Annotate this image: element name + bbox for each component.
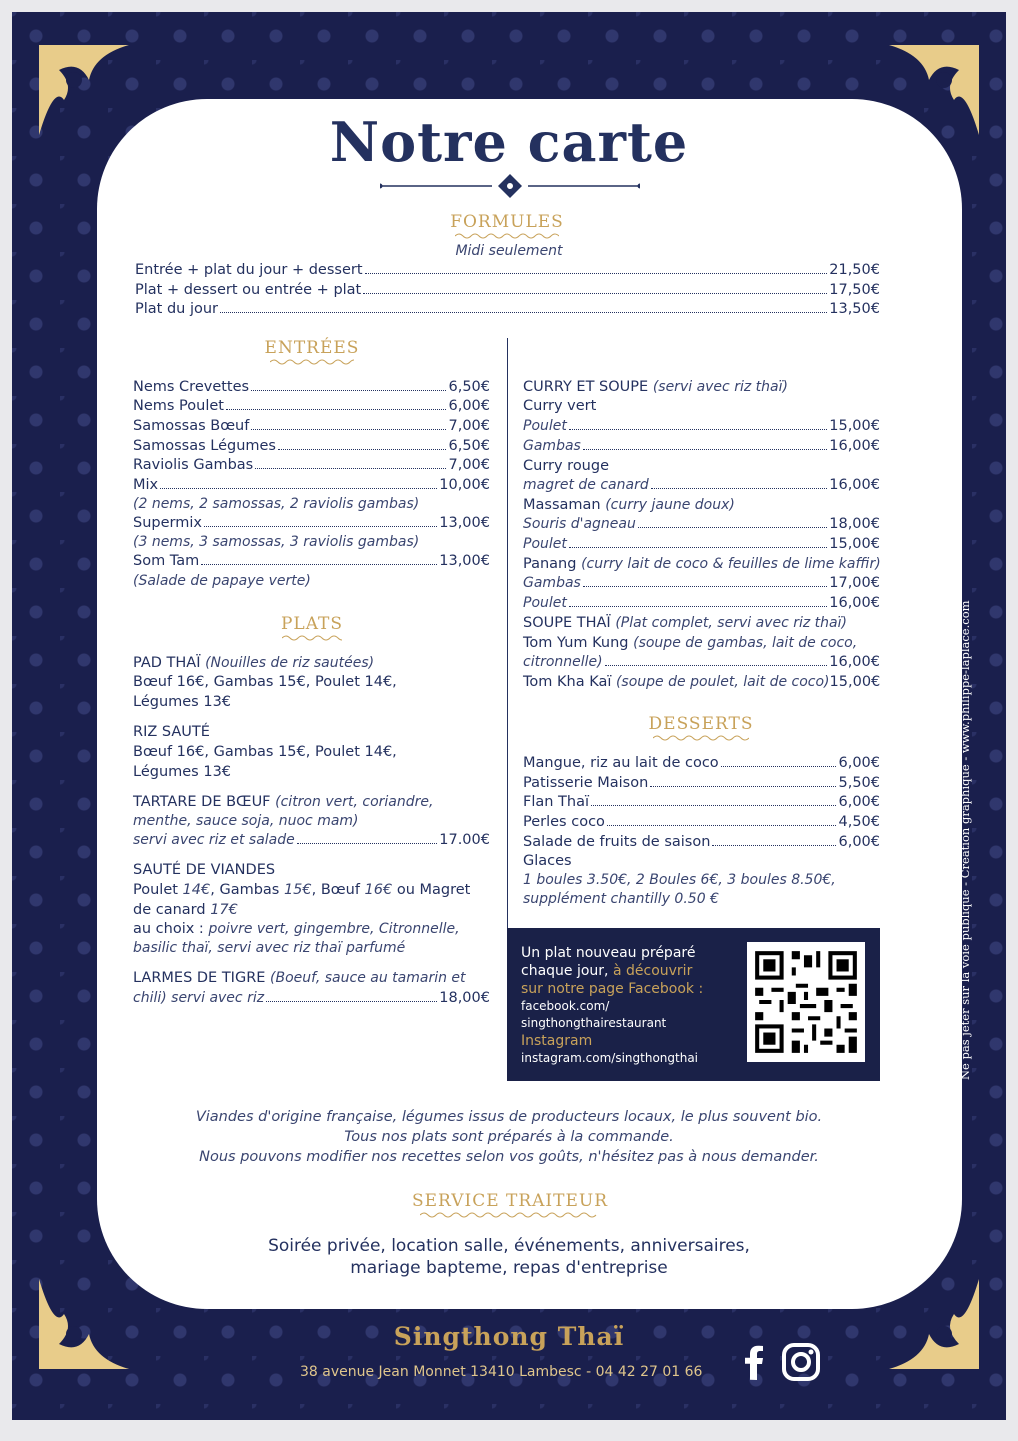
- promo-line: Instagram: [521, 1033, 593, 1049]
- leader-dots: [226, 409, 447, 410]
- dish-name: PAD THAÏ: [133, 655, 201, 671]
- restaurant-address: 38 avenue Jean Monnet 13410 Lambesc - 04 42 27 01 66: [300, 1364, 703, 1380]
- item-label: Gambas: [523, 575, 581, 591]
- item-price: 15,00€: [829, 418, 880, 434]
- item-label: Patisserie Maison: [523, 775, 649, 791]
- wave-divider: [270, 359, 354, 365]
- dish-note: menthe, sauce soja, nuoc mam): [133, 813, 359, 829]
- list-item: [523, 477, 880, 493]
- list-item: [133, 832, 490, 848]
- wave-divider: [455, 233, 559, 239]
- list-item: [523, 595, 880, 611]
- dish-line: [133, 902, 238, 918]
- side-credit: Ne pas jeter sur la voie publique - Création graphique - www.philippe-laplace.com: [958, 600, 972, 1080]
- leader-dots: [712, 845, 836, 846]
- leader-dots: [583, 586, 827, 587]
- qr-code[interactable]: [747, 942, 865, 1062]
- item-label: Perles coco: [523, 814, 605, 830]
- facebook-link[interactable]: facebook.com/: [521, 999, 610, 1013]
- dish-name: Glaces: [523, 853, 572, 869]
- text: au choix :: [133, 921, 209, 937]
- leader-dots: [605, 665, 828, 666]
- item-note: (2 nems, 2 samossas, 2 raviolis gambas): [133, 496, 420, 512]
- price: 14€: [182, 882, 211, 898]
- text: de canard: [133, 902, 211, 918]
- text: ou Magret: [392, 882, 471, 898]
- item-price: 17.00€: [439, 832, 490, 848]
- traiteur-line: mariage bapteme, repas d'entreprise: [350, 1258, 668, 1278]
- item-label: citronnelle): [523, 654, 603, 670]
- instagram-icon[interactable]: [781, 1342, 821, 1382]
- list-item: [133, 438, 490, 454]
- divider-ornament: [380, 174, 640, 198]
- item-label: Souris d'agneau: [523, 516, 636, 532]
- leader-dots: [650, 786, 836, 787]
- item-note: (3 nems, 3 samossas, 3 raviolis gambas): [133, 534, 420, 550]
- plats-title: [212, 614, 412, 641]
- leader-dots: [569, 429, 827, 430]
- dish-name: RIZ SAUTÉ: [133, 724, 210, 740]
- item-label: Mix: [133, 477, 159, 493]
- item-price: 6,00€: [448, 398, 490, 414]
- item-label: Salade de fruits de saison: [523, 834, 711, 850]
- dish-line: [133, 921, 460, 937]
- list-item: [135, 262, 880, 278]
- list-item: [523, 516, 880, 532]
- list-item: [133, 379, 490, 395]
- item-price: 17,50€: [829, 282, 880, 298]
- panang: [523, 556, 881, 572]
- dish-name: LARMES DE TIGRE: [133, 970, 266, 986]
- leader-dots: [220, 312, 827, 313]
- item-price: 6,50€: [448, 438, 490, 454]
- list-item: [133, 457, 490, 473]
- dish-line: Légumes 13€: [133, 764, 232, 780]
- item-price: 6,50€: [448, 379, 490, 395]
- item-label: Poulet: [523, 536, 567, 552]
- item-note: (Salade de papaye verte): [133, 573, 311, 589]
- item-price: 21,50€: [829, 262, 880, 278]
- item-label: Nems Crevettes: [133, 379, 250, 395]
- list-item: [523, 834, 880, 850]
- desserts-title-text: DESSERTS: [648, 714, 754, 734]
- list-item: [523, 536, 880, 552]
- list-item: [523, 775, 880, 791]
- curry-title: [523, 379, 788, 395]
- leader-dots: [297, 843, 437, 844]
- leader-dots: [569, 606, 827, 607]
- item-price: 6,00€: [838, 755, 880, 771]
- list-item: [523, 438, 880, 454]
- price: 17€: [210, 902, 238, 918]
- text: chaque jour,: [521, 963, 613, 979]
- section-note: (servi avec riz thaï): [652, 379, 788, 395]
- section-name: CURRY ET SOUPE: [523, 379, 649, 395]
- dish-name: Panang: [523, 556, 577, 572]
- leader-dots: [160, 488, 437, 489]
- dish-name: Curry vert: [523, 398, 597, 414]
- entrees-title-text: ENTRÉES: [264, 338, 360, 358]
- item-label: Poulet: [523, 418, 567, 434]
- item-price: 7,00€: [448, 418, 490, 434]
- dish-name: TARTARE DE BŒUF: [133, 794, 271, 810]
- item-price: 16,00€: [829, 654, 880, 670]
- dish-note: 1 boules 3.50€, 2 Boules 6€, 3 boules 8.50€,: [523, 872, 836, 888]
- leader-dots: [583, 449, 827, 450]
- text: Poulet: [133, 882, 183, 898]
- dish-note: poivre vert, gingembre, Citronnelle,: [208, 921, 460, 937]
- item-label: Mangue, riz au lait de coco: [523, 755, 719, 771]
- item-price: 16,00€: [829, 477, 880, 493]
- qr-code-icon: [747, 942, 865, 1062]
- dish-line: Légumes 13€: [133, 694, 232, 710]
- item-label: Som Tam: [133, 553, 200, 569]
- item-price: 16,00€: [829, 438, 880, 454]
- text: , Bœuf: [311, 882, 365, 898]
- restaurant-name: Singthong Thaï: [393, 1322, 625, 1351]
- leader-dots: [607, 825, 837, 826]
- item-price: 7,00€: [448, 457, 490, 473]
- dish-line: Bœuf 16€, Gambas 15€, Poulet 14€,: [133, 674, 397, 690]
- list-item: [133, 990, 490, 1006]
- leader-dots: [651, 488, 828, 489]
- promo-line: [521, 962, 703, 980]
- item-label: Samossas Bœuf: [133, 418, 250, 434]
- price: 15€: [283, 882, 312, 898]
- list-item: [523, 575, 880, 591]
- dish-name: SAUTÉ DE VIANDES: [133, 862, 276, 878]
- notes-line: Tous nos plats sont préparés à la commande.: [344, 1129, 674, 1145]
- formules-title: [407, 212, 607, 239]
- dish-note: basilic thaï, servi avec riz thaï parfumé: [133, 940, 406, 956]
- item-price: 13,00€: [439, 553, 490, 569]
- item-label: Samossas Légumes: [133, 438, 276, 454]
- list-item: [135, 301, 880, 317]
- leader-dots: [278, 449, 447, 450]
- list-item: [133, 398, 490, 414]
- promo-text: [521, 944, 703, 1067]
- item-price: 5,50€: [838, 775, 880, 791]
- item-label: Plat du jour: [135, 301, 219, 317]
- item-price: 17,00€: [829, 575, 880, 591]
- leader-dots: [251, 390, 446, 391]
- item-label: Raviolis Gambas: [133, 457, 254, 473]
- dish-name: Tom Kha Kaï: [523, 674, 612, 690]
- wave-divider: [653, 735, 749, 741]
- item-price: 4,50€: [838, 814, 880, 830]
- dish-name: Curry rouge: [523, 458, 610, 474]
- traiteur-title-text: SERVICE TRAITEUR: [411, 1191, 609, 1211]
- dish-note: (Plat complet, servi avec riz thaï): [615, 615, 847, 631]
- item-label: chili) servi avec riz: [133, 990, 265, 1006]
- column-divider: [507, 338, 508, 1024]
- social-promo-box: [507, 928, 880, 1081]
- dish-note: (curry lait de coco & feuilles de lime kaffir): [581, 556, 881, 572]
- item-price: 10,00€: [439, 477, 490, 493]
- leader-dots: [363, 293, 827, 294]
- dish-name: Tom Yum Kung: [523, 635, 629, 651]
- item-label: servi avec riz et salade: [133, 832, 295, 848]
- item-price: 13,00€: [439, 515, 490, 531]
- item-price: 18,00€: [829, 516, 880, 532]
- entrees-title: [212, 338, 412, 365]
- facebook-link[interactable]: singthongthairestaurant: [521, 1016, 667, 1030]
- list-item: [135, 282, 880, 298]
- facebook-icon[interactable]: [742, 1344, 766, 1380]
- dish-line: Bœuf 16€, Gambas 15€, Poulet 14€,: [133, 744, 397, 760]
- dish-line: [133, 882, 470, 898]
- tartare: [133, 794, 433, 810]
- traiteur-title: [360, 1191, 660, 1218]
- dish-note: (curry jaune doux): [605, 497, 735, 513]
- leader-dots: [638, 527, 827, 528]
- text: , Gambas: [210, 882, 284, 898]
- item-price: 15,00€: [829, 674, 881, 690]
- page-title: Notre carte: [329, 110, 689, 174]
- list-item: [523, 418, 880, 434]
- list-item: [133, 515, 490, 531]
- item-price: 6,00€: [838, 794, 880, 810]
- list-item: [523, 794, 880, 810]
- leader-dots: [204, 526, 437, 527]
- dish-note: (soupe de poulet, lait de coco): [615, 674, 830, 690]
- item-label: Nems Poulet: [133, 398, 224, 414]
- promo-line: Un plat nouveau préparé: [521, 945, 696, 961]
- leader-dots: [251, 429, 446, 430]
- price: 16€: [364, 882, 393, 898]
- notes-line: Viandes d'origine française, légumes issus de producteurs locaux, le plus souvent bio.: [195, 1109, 823, 1125]
- text: à découvrir: [612, 963, 693, 979]
- list-item: [133, 477, 490, 493]
- list-item: [133, 418, 490, 434]
- traiteur-line: Soirée privée, location salle, événements, anniversaires,: [268, 1236, 750, 1256]
- plats-title-text: PLATS: [280, 614, 344, 634]
- formules-subtitle: Midi seulement: [455, 243, 563, 259]
- tomkha: [523, 674, 880, 690]
- notes-line: Nous pouvons modifier nos recettes selon vos goûts, n'hésitez pas à nous demander.: [199, 1149, 819, 1165]
- soupe: [523, 615, 847, 631]
- item-label: Flan Thaï: [523, 794, 590, 810]
- item-price: 16,00€: [829, 595, 880, 611]
- promo-line: sur notre page Facebook :: [521, 981, 704, 997]
- leader-dots: [365, 273, 828, 274]
- tomyum: [523, 635, 857, 651]
- item-label: magret de canard: [523, 477, 649, 493]
- item-label: Poulet: [523, 595, 567, 611]
- dish-note: supplément chantilly 0.50 €: [523, 891, 719, 907]
- list-item: [523, 755, 880, 771]
- dish-note: (Boeuf, sauce au tamarin et: [270, 970, 466, 986]
- leader-dots: [201, 564, 437, 565]
- item-label: Plat + dessert ou entrée + plat: [135, 282, 362, 298]
- larmes: [133, 970, 466, 986]
- list-item: [523, 654, 880, 670]
- item-price: 15,00€: [829, 536, 880, 552]
- item-label: Entrée + plat du jour + dessert: [135, 262, 363, 278]
- item-price: 13,50€: [829, 301, 880, 317]
- massaman: [523, 497, 735, 513]
- item-price: 18,00€: [439, 990, 490, 1006]
- item-price: 6,00€: [838, 834, 880, 850]
- dish-note: (Nouilles de riz sautées): [205, 655, 375, 671]
- leader-dots: [721, 766, 837, 767]
- item-label: Gambas: [523, 438, 581, 454]
- leader-dots: [255, 468, 446, 469]
- instagram-link[interactable]: instagram.com/singthongthai: [521, 1051, 699, 1065]
- desserts-title: [601, 714, 801, 741]
- formules-title-text: FORMULES: [450, 212, 564, 232]
- list-item: [133, 553, 490, 569]
- item-label: Supermix: [133, 515, 202, 531]
- dish-name: SOUPE THAÏ: [523, 615, 611, 631]
- wave-divider: [420, 1212, 600, 1218]
- wave-divider: [282, 635, 342, 641]
- dish-note: (citron vert, coriandre,: [275, 794, 434, 810]
- leader-dots: [266, 1001, 437, 1002]
- list-item: [523, 814, 880, 830]
- leader-dots: [569, 547, 827, 548]
- leader-dots: [591, 805, 836, 806]
- pad-thai: [133, 655, 374, 671]
- dish-note: (soupe de gambas, lait de coco,: [633, 635, 858, 651]
- dish-name: Massaman: [523, 497, 601, 513]
